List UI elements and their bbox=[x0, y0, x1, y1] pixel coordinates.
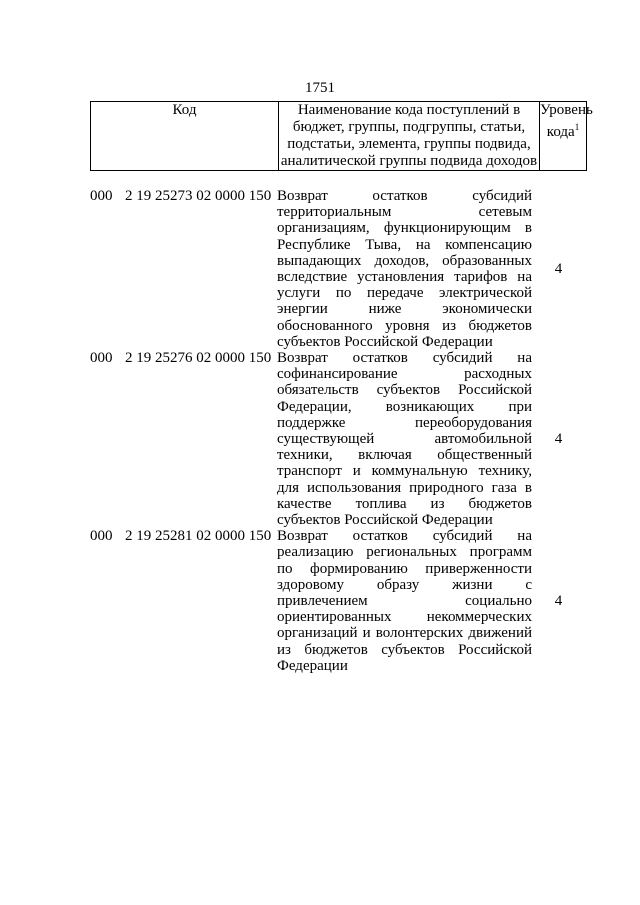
admin-code: 000 bbox=[90, 528, 113, 545]
income-code: 2 19 25273 02 0000 150 bbox=[125, 188, 272, 204]
header-level-footnote: 1 bbox=[574, 122, 580, 132]
income-name: Возврат остатков субсидий на реализацию региональных программ по формированию приверженности здоровому образу жизни с привлечением социально ориентированных некоммерческих организаций и волонтерских движений из бюджетов субъектов Российской Федерации bbox=[277, 528, 532, 674]
table-body bbox=[90, 188, 585, 674]
income-code: 2 19 25281 02 0000 150 bbox=[125, 528, 272, 545]
table-header bbox=[90, 101, 593, 171]
table-row bbox=[90, 188, 585, 350]
code-level: 4 bbox=[554, 593, 563, 610]
page-number: 1751 bbox=[305, 80, 335, 96]
table-row bbox=[90, 528, 585, 674]
header-code: Код bbox=[91, 102, 279, 171]
admin-code: 000 bbox=[90, 350, 113, 367]
header-level-label: Уровень кода bbox=[540, 102, 593, 140]
code-level: 4 bbox=[554, 431, 563, 448]
code-level: 4 bbox=[554, 260, 563, 277]
income-code: 2 19 25276 02 0000 150 bbox=[125, 350, 272, 367]
table-row bbox=[90, 350, 585, 528]
header-level bbox=[540, 102, 593, 171]
header-name: Наименование кода поступлений в бюджет, группы, подгруппы, статьи, подстатьи, элемента, группы подвида, аналитической группы подвида доходов bbox=[279, 102, 540, 171]
admin-code: 000 bbox=[90, 188, 113, 204]
income-name: Возврат остатков субсидий территориальным сетевым организациям, функционирующим в Республике Тыва, на компенсацию выпадающих доходов, образованных вследствие установления тарифов на услуги по передаче электрической энергии ниже экономически обоснованного уровня из бюджетов субъектов Российской Федерации bbox=[277, 188, 532, 350]
income-name: Возврат остатков субсидий на софинансирование расходных обязательств субъектов Российской Федерации, возникающих при поддержке переоборудования существующей автомобильной техники, включая общественный транспорт и коммунальную технику, для использования природного газа в качестве топлива из бюджетов субъектов Российской Федерации bbox=[277, 350, 532, 529]
